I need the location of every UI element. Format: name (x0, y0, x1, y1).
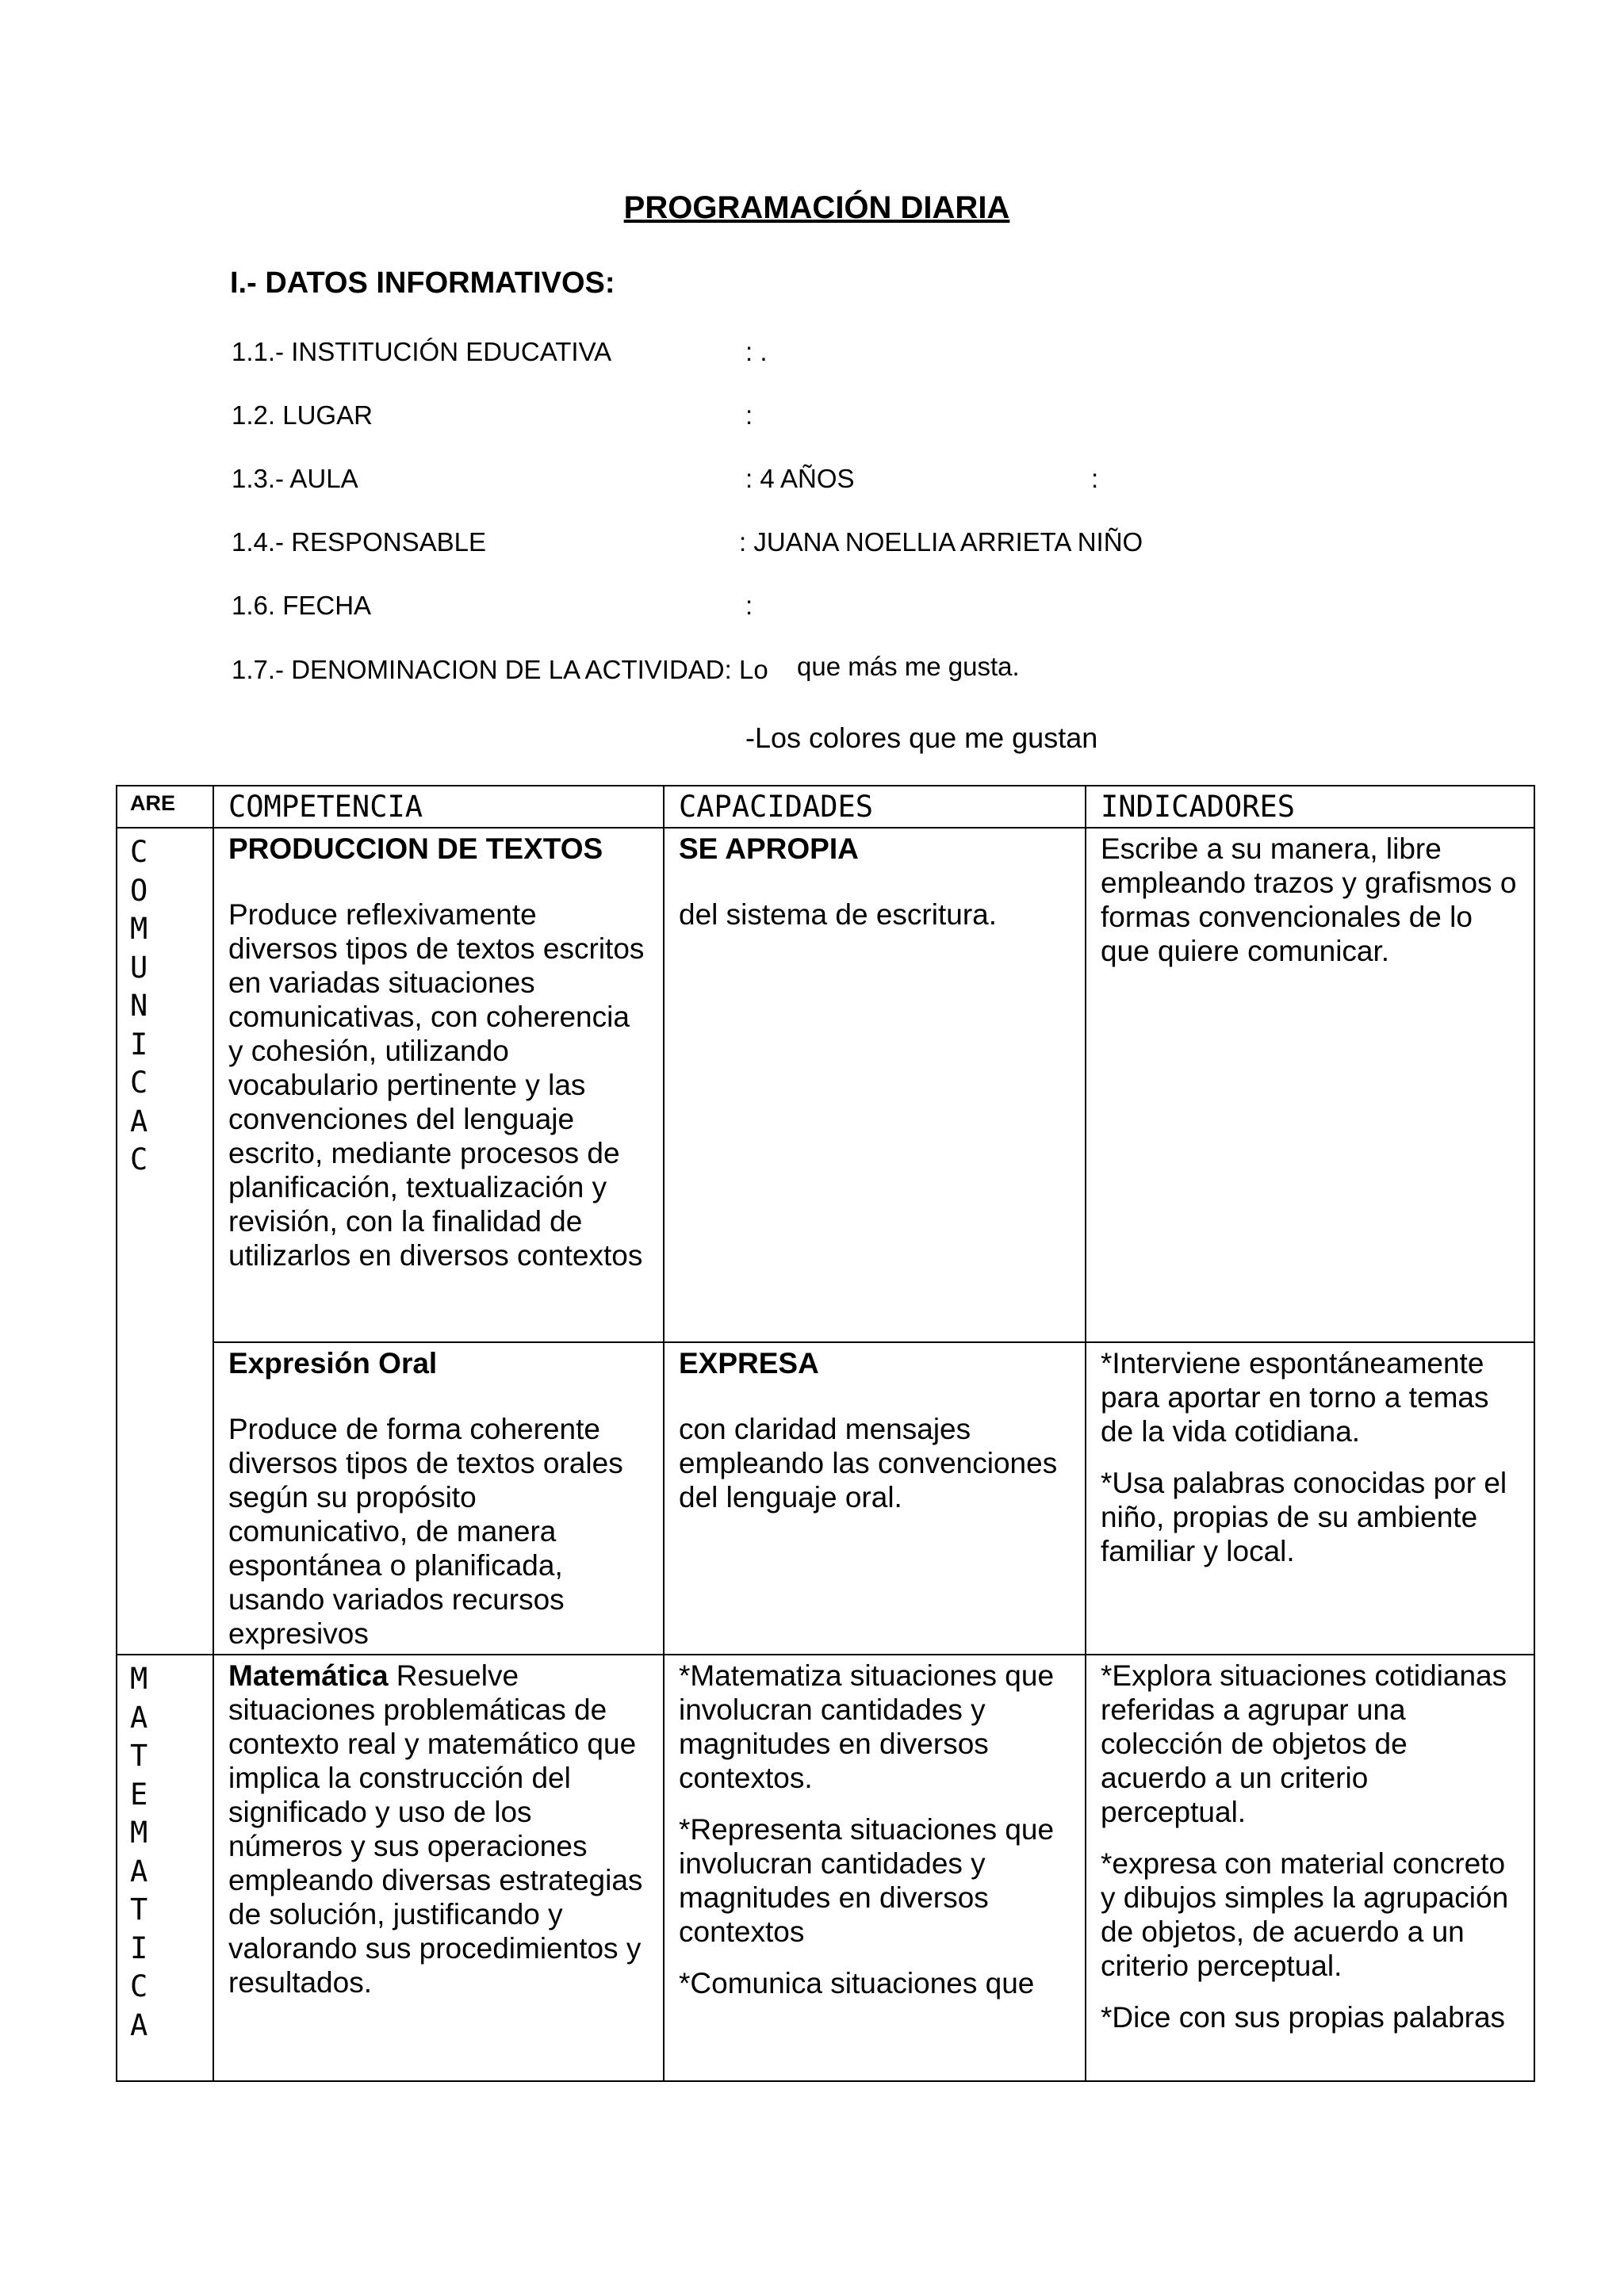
area-matematica: M A T E M A T I C A (117, 1655, 213, 2081)
indicador-cell (1086, 1655, 1534, 2081)
capacidad-text: del sistema de escritura. (679, 898, 998, 931)
indicador-cell (1086, 1342, 1534, 1655)
table-row-expresion-oral (117, 1342, 1534, 1655)
info-label: 1.2. LUGAR (232, 400, 373, 430)
header-capacidades: CAPACIDADES (664, 786, 1086, 828)
indicador-text: *Interviene espontáneamente para aportar en torno a temas de la vida cotidiana. (1101, 1347, 1489, 1448)
programming-table (116, 785, 1535, 2082)
capacidad-text: con claridad mensajes empleando las convenciones del lenguaje oral. (679, 1413, 1058, 1513)
capacidad-text: *Matematiza situaciones que involucran cantidades y magnitudes en diversos contextos. (679, 1659, 1055, 1794)
capacidad-title: SE APROPIA (679, 832, 859, 865)
competencia-cell (213, 1655, 664, 2081)
info-value: : (745, 400, 753, 430)
competencia-text: Produce reflexivamente diversos tipos de textos escritos en variadas situaciones comunicativas, con coherencia y cohesión, utilizando vocabulario pertinente y las convenciones del lenguaje escrito, mediante procesos de planificación, textualización y revisión, con la finalidad de utilizarlos en diversos contextos (228, 898, 645, 1272)
capacidad-title: EXPRESA (679, 1347, 819, 1380)
info-label: 1.6. FECHA (232, 591, 372, 620)
capacidad-text: *Representa situaciones que involucran cantidades y magnitudes en diversos contextos (679, 1813, 1055, 1948)
competencia-text: Resuelve situaciones problemáticas de contexto real y matemático que implica la construcción del significado y uso de los números y sus operaciones empleando diversas estrategias de solución, justificando y valorando sus procedimientos y resultados. (228, 1659, 643, 1999)
activity-subtitle: -Los colores que me gustan (745, 721, 1098, 754)
info-value: : JUANA NOELLIA ARRIETA NIÑO (739, 527, 1143, 557)
info-label: 1.7.- DENOMINACION DE LA ACTIVIDAD: Lo (232, 655, 768, 684)
competencia-cell (213, 1342, 664, 1655)
capacidad-cell (664, 1655, 1086, 2081)
info-value: que más me gusta. (797, 652, 1020, 681)
info-extra: : (1091, 464, 1099, 493)
indicador-text: *Usa palabras conocidas por el niño, propias de su ambiente familiar y local. (1101, 1467, 1507, 1567)
area-comunicacion: C O M U N I C A C (117, 828, 213, 1655)
table-row-matematica (117, 1655, 1534, 2081)
indicador-text: Escribe a su manera, libre empleando trazos y grafismos o formas convencionales de lo que quiere comunicar. (1101, 832, 1517, 967)
competencia-text: Produce de forma coherente diversos tipos de textos orales según su propósito comunicativo, de manera espontánea o planificada, usando variados recursos expresivos (228, 1413, 623, 1650)
indicador-text: *Explora situaciones cotidianas referidas a agrupar una colección de objetos de acuerdo a un criterio perceptual. (1101, 1659, 1507, 1828)
capacidad-text: *Comunica situaciones que (679, 1967, 1035, 1999)
section-heading: I.- DATOS INFORMATIVOS: (230, 266, 615, 300)
info-label: 1.3.- AULA (232, 464, 358, 493)
competencia-title: Expresión Oral (228, 1347, 438, 1380)
info-value: : 4 AÑOS (745, 464, 855, 493)
info-label: 1.4.- RESPONSABLE (232, 527, 486, 557)
indicador-cell (1086, 828, 1534, 1342)
info-label: 1.1.- INSTITUCIÓN EDUCATIVA (232, 337, 612, 366)
competencia-title: PRODUCCION DE TEXTOS (228, 832, 603, 865)
header-are: ARE (117, 786, 213, 828)
info-value: : (745, 591, 753, 620)
page-title: PROGRAMACIÓN DIARIA (623, 190, 1010, 225)
competencia-title: Matemática (228, 1659, 389, 1692)
capacidad-cell (664, 828, 1086, 1342)
competencia-cell (213, 828, 664, 1342)
table-header-row (117, 786, 1534, 828)
header-competencia: COMPETENCIA (213, 786, 664, 828)
header-indicadores: INDICADORES (1086, 786, 1534, 828)
table-row-produccion (117, 828, 1534, 1342)
indicador-text: *Dice con sus propias palabras (1101, 2001, 1506, 2034)
info-value: : . (745, 337, 768, 366)
capacidad-cell (664, 1342, 1086, 1655)
indicador-text: *expresa con material concreto y dibujos simples la agrupación de objetos, de acuerdo a un criterio perceptual. (1101, 1847, 1509, 1982)
